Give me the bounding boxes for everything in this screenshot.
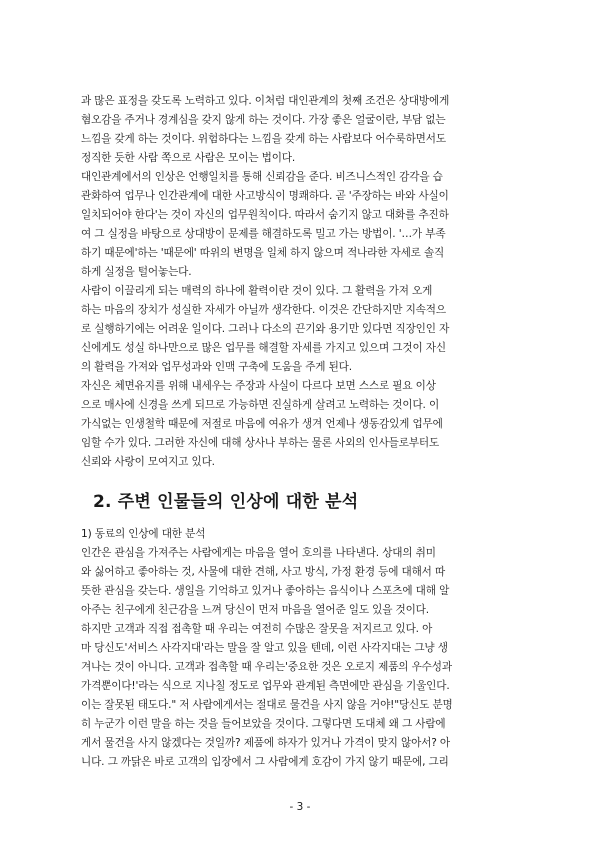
text-line: 일치되어야 한다'는 것이 자신의 업무원칙이다. 따라서 숨기지 않고 대화를 추진하 [81,209,449,221]
text-line: 니다. 그 까닭은 바로 고객의 입장에서 그 사람에게 호감이 가지 않기 때문에, 그리 [81,756,449,768]
text-line: 하는 마음의 장치가 성실한 자세가 아닐까 생각한다. 이것은 간단하지만 지속적으 [81,304,446,316]
text-line: 사람이 이끌리게 되는 매력의 하나에 활력이란 것이 있다. 그 활력을 가져 오게 [81,285,433,297]
text-line: 으로 매사에 신경을 쓰게 되므로 가능하면 진실하게 살려고 노력하는 것이다. 이 [81,399,440,411]
text-line: 겨나는 것이 아니다. 고객과 접촉할 때 우리는'중요한 것은 오로지 제품의 우수성과 [81,661,452,673]
text-line: 느낌을 갖게 하는 것이다. 위험하다는 느낌을 갖게 하는 사람보다 어수룩하면서도 [81,133,446,145]
section-heading: 2. 주변 인물들의 인상에 대한 분석 [93,492,359,512]
text-line: 히 누군가 이런 말을 하는 것을 들어보았을 것이다. 그렇다면 도대체 왜 그 사람에 [81,718,446,730]
text-line: 하기 때문에'하는 '때문에' 따위의 변명을 일체 하지 않으며 적나라한 자세로 솔직 [81,247,445,259]
text-line: 신에게도 성실 하나만으로 많은 업무를 해결할 자세를 가지고 있으며 그것이 자신 [81,342,446,354]
page-number: - 3 - [289,801,311,813]
text-line: 로 실행하기에는 어려운 일이다. 그러나 다소의 끈기와 용기만 있다면 직장인인 자 [81,323,450,335]
text-line: 가격뿐이다!'라는 식으로 지나칠 정도로 업무와 관계된 측면에만 관심을 기울인다. [81,680,450,692]
text-line: 대인관계에서의 인상은 언행일치를 통해 신뢰감을 준다. 비즈니스적인 감각을 습 [81,171,443,183]
text-line: 관화하여 업무나 인간관계에 대한 사고방식이 명쾌하다. 곧 '주장하는 바와 사실이 [81,190,449,202]
text-line: 신뢰와 사랑이 모여지고 있다. [81,456,215,468]
text-line: 가식없는 인생철학 때문에 저절로 마음에 여유가 생겨 언제나 생동감있게 업무에 [81,418,443,430]
text-line: 혐오감을 주거나 경계심을 갖지 않게 하는 것이다. 가장 좋은 얼굴이란, 부담 없는 [81,114,446,126]
text-line: 1) 동료의 인상에 대한 분석 [81,528,206,540]
text-line: 와 싫어하고 좋아하는 것, 사물에 대한 견해, 사고 방식, 가정 환경 등에 대해서 따 [81,566,446,578]
text-line: 뜻한 관심을 갖는다. 생일을 기억하고 있거나 좋아하는 음식이나 스포츠에 대해 알 [81,585,450,597]
text-line: 임할 수가 있다. 그러한 자신에 대해 상사나 부하는 물론 사외의 인사들로부터도 [81,437,440,449]
text-line: 이는 잘못된 태도다." 저 사람에게서는 절대로 물건을 사지 않을 거야!"당신도 분명 [81,699,453,711]
text-line: 하게 실정을 털어놓는다. [81,266,192,278]
text-line: 인간은 관심을 가져주는 사람에게는 마음을 열어 호의를 나타낸다. 상대의 취미 [81,547,436,559]
text-line: 여 그 실정을 바탕으로 상대방이 문제를 해결하도록 밀고 가는 방법이. '…가 부족 [81,228,446,240]
body-text-section-1 [81,92,521,472]
body-text-section-2 [81,525,521,772]
text-line: 정직한 듯한 사람 쪽으로 사람은 모이는 법이다. [81,152,296,164]
text-line: 의 활력을 가져와 업무성과와 인맥 구축에 도움을 주게 된다. [81,361,352,373]
text-line: 게서 물건을 사지 않겠다는 것일까? 제품에 하자가 있거나 가격이 맞지 않아서? 아 [81,737,451,749]
text-line: 마 당신도'서비스 사각지대'라는 말을 잘 알고 있을 텐데, 이런 사각지대는 그냥 생 [81,642,448,654]
text-line: 과 많은 표정을 갖도록 노력하고 있다. 이처럼 대인관계의 첫째 조건은 상대방에게 [81,95,450,107]
text-line: 자신은 체면유지를 위해 내세우는 주장과 사실이 다르다 보면 스스로 필요 이상 [81,380,436,392]
text-line: 아주는 친구에게 친근감을 느껴 당신이 먼저 마음을 열어준 일도 있을 것이다. [81,604,429,616]
text-line: 하지만 고객과 직접 접촉할 때 우리는 여전히 수많은 잘못을 저지르고 있다. 아 [81,623,433,635]
